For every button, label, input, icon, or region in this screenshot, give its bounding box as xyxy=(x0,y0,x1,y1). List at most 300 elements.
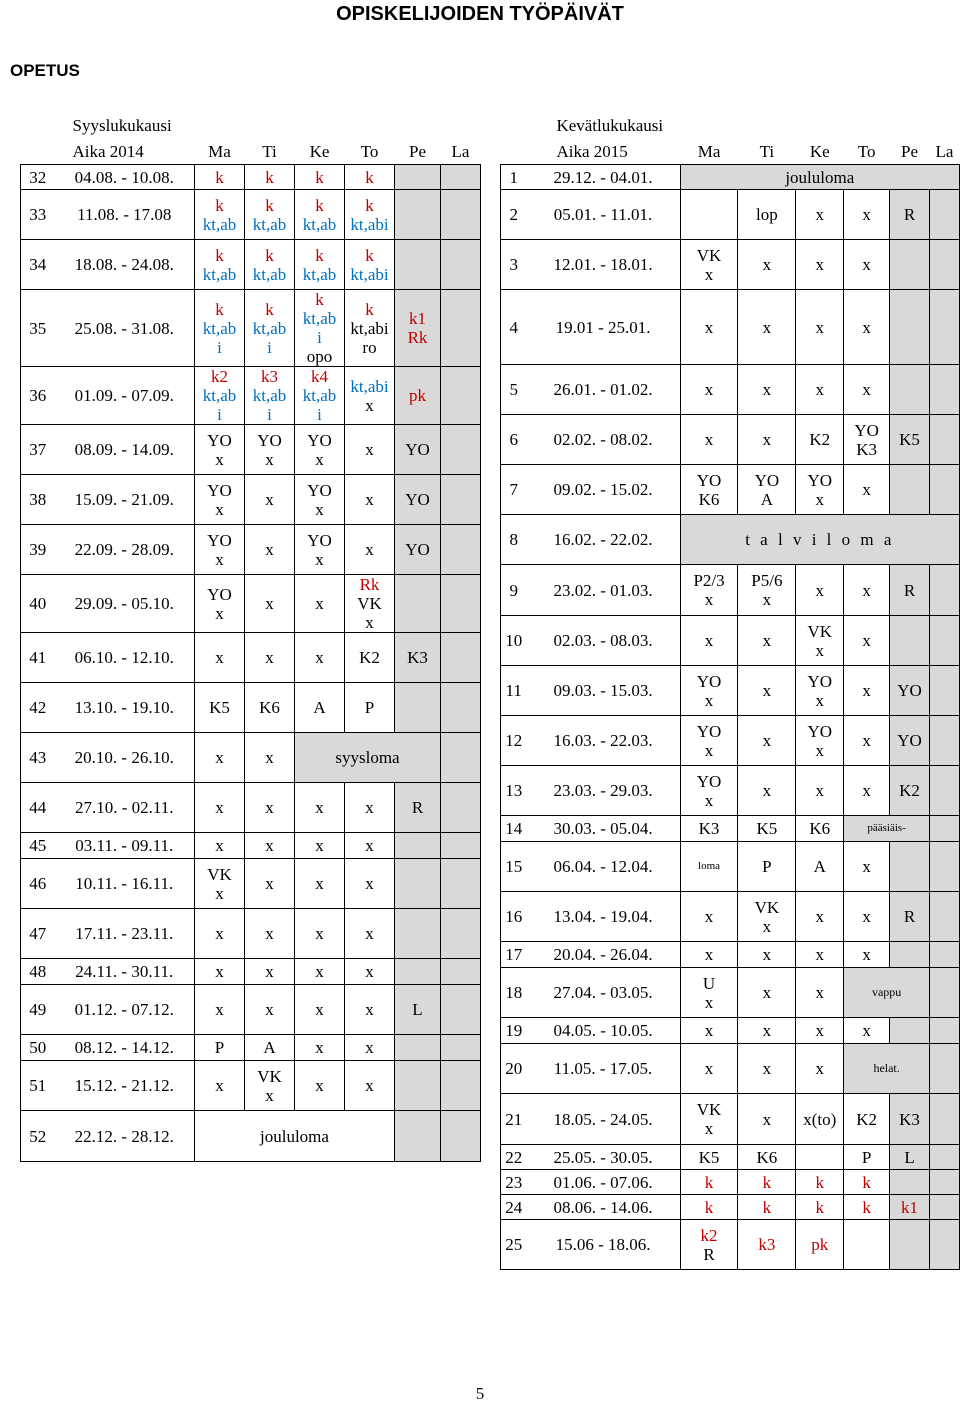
cell-entry: R xyxy=(703,1244,715,1264)
cell-entry: x xyxy=(215,924,224,943)
day-cell xyxy=(844,666,890,716)
day-cell xyxy=(295,1061,345,1111)
week-dates: 10.11. - 16.11. xyxy=(55,859,195,909)
week-row xyxy=(21,240,481,290)
day-cell xyxy=(930,365,960,415)
day-cell xyxy=(245,959,295,985)
cell-entry: x xyxy=(265,594,274,613)
week-number: 38 xyxy=(21,475,55,525)
day-cell xyxy=(890,766,930,816)
cell-entry: x xyxy=(704,992,714,1012)
cell-entry: k xyxy=(365,195,374,215)
cell-entry: K3 xyxy=(698,819,720,838)
cell-entry: x xyxy=(365,962,374,981)
cell-entry: YO xyxy=(854,420,879,440)
cell-entry: kt,ab xyxy=(202,318,237,338)
cell-entry: kt,abi xyxy=(350,318,389,338)
cell-entry: x xyxy=(862,857,871,876)
day-cell xyxy=(680,165,959,190)
day-cell xyxy=(441,240,481,290)
day-cell xyxy=(345,683,395,733)
cell-entry: K5 xyxy=(899,430,920,449)
day-cell xyxy=(844,968,930,1018)
day-cell xyxy=(930,1044,960,1094)
day-cell xyxy=(738,716,796,766)
cell-entry: P xyxy=(214,1038,225,1057)
day-cell xyxy=(680,365,738,415)
cell-entry: loma xyxy=(698,860,721,872)
day-cell xyxy=(930,842,960,892)
day-cell xyxy=(890,1170,930,1195)
day-cell xyxy=(844,415,890,465)
cell-entry: k xyxy=(762,1172,772,1192)
cell-entry: x xyxy=(762,731,772,750)
day-cell xyxy=(195,985,245,1035)
day-cell xyxy=(395,425,441,475)
cell-entry: x xyxy=(704,945,714,964)
day-cell xyxy=(395,525,441,575)
cell-entry: kt,ab xyxy=(302,386,337,405)
week-dates: 03.11. - 09.11. xyxy=(55,833,195,859)
cell-entry: k xyxy=(215,167,224,187)
day-cell xyxy=(796,365,844,415)
day-cell xyxy=(295,165,345,190)
day-cell xyxy=(930,766,960,816)
cell-entry: x xyxy=(704,317,714,337)
week-row xyxy=(501,1195,960,1220)
day-cell xyxy=(345,190,395,240)
cell-entry: x xyxy=(862,781,871,800)
cell-entry: K2 xyxy=(809,430,831,449)
day-cell xyxy=(441,475,481,525)
week-dates: 09.02. - 15.02. xyxy=(526,465,680,515)
day-cell xyxy=(738,816,796,842)
day-cell xyxy=(195,783,245,833)
cell-entry: x xyxy=(315,836,324,855)
day-cell xyxy=(245,240,295,290)
cell-entry: YO xyxy=(207,430,232,450)
week-number: 45 xyxy=(21,833,55,859)
week-number: 33 xyxy=(21,190,55,240)
day-cell xyxy=(738,290,796,365)
day-header-thu: To xyxy=(360,141,379,161)
cell-entry: x xyxy=(265,449,274,469)
section-heading: OPETUS xyxy=(10,61,80,80)
week-row xyxy=(21,165,481,190)
week-number: 32 xyxy=(21,165,55,190)
week-dates: 11.05. - 17.05. xyxy=(526,1044,680,1094)
day-cell xyxy=(245,367,295,425)
spring-schedule-table xyxy=(500,112,960,1270)
day-cell xyxy=(441,367,481,425)
cell-entry: YO xyxy=(257,430,282,450)
cell-entry: kt,ab xyxy=(202,214,237,234)
cell-entry: i xyxy=(267,405,272,424)
day-cell xyxy=(680,1220,738,1270)
day-cell xyxy=(844,1195,890,1220)
day-cell xyxy=(680,1044,738,1094)
cell-entry: pk xyxy=(409,386,426,405)
cell-entry: x xyxy=(315,874,324,893)
day-cell xyxy=(295,367,345,425)
day-cell xyxy=(395,833,441,859)
week-row xyxy=(21,859,481,909)
day-cell xyxy=(930,816,960,842)
week-dates: 05.01. - 11.01. xyxy=(526,190,680,240)
day-cell xyxy=(890,1145,930,1170)
cell-entry: x xyxy=(315,499,324,519)
week-row xyxy=(21,525,481,575)
day-cell xyxy=(245,985,295,1035)
day-cell xyxy=(738,666,796,716)
cell-entry: YO xyxy=(207,530,232,550)
cell-entry: x xyxy=(815,781,825,800)
week-dates: 11.08. - 17.08 xyxy=(55,190,195,240)
cell-entry: x xyxy=(815,1059,825,1078)
week-number: 11 xyxy=(501,666,527,716)
cell-entry: x xyxy=(315,924,324,943)
week-dates: 15.12. - 21.12. xyxy=(55,1061,195,1111)
day-cell xyxy=(195,165,245,190)
day-cell xyxy=(890,565,930,616)
week-row xyxy=(501,766,960,816)
week-number: 14 xyxy=(501,816,527,842)
cell-entry: x xyxy=(862,907,871,926)
day-cell xyxy=(441,733,481,783)
cell-entry: x xyxy=(762,781,772,800)
day-cell xyxy=(295,833,345,859)
day-cell xyxy=(738,766,796,816)
day-cell xyxy=(441,859,481,909)
week-dates: 08.06. - 14.06. xyxy=(526,1195,680,1220)
week-dates: 09.03. - 15.03. xyxy=(526,666,680,716)
day-cell xyxy=(844,1145,890,1170)
day-cell xyxy=(796,892,844,942)
cell-entry: k xyxy=(315,245,324,265)
day-cell xyxy=(738,1044,796,1094)
cell-entry: x xyxy=(862,945,871,964)
day-cell xyxy=(295,1035,345,1061)
cell-entry: kt,ab xyxy=(302,309,337,328)
week-number: 15 xyxy=(501,842,527,892)
day-cell xyxy=(796,1220,844,1270)
day-cell xyxy=(395,290,441,367)
day-cell xyxy=(395,367,441,425)
week-row xyxy=(501,1220,960,1270)
day-cell xyxy=(395,575,441,633)
day-cell xyxy=(796,1018,844,1044)
day-cell xyxy=(295,859,345,909)
day-cell xyxy=(680,666,738,716)
week-row xyxy=(21,733,481,783)
week-number: 24 xyxy=(501,1195,527,1220)
day-cell xyxy=(345,575,395,633)
cell-entry: Rk xyxy=(407,328,428,347)
week-number: 23 xyxy=(501,1170,527,1195)
week-number: 43 xyxy=(21,733,55,783)
cell-entry: k xyxy=(815,1197,825,1217)
day-cell xyxy=(796,415,844,465)
cell-entry: k xyxy=(862,1172,871,1192)
day-cell xyxy=(680,1018,738,1044)
week-number: 19 xyxy=(501,1018,527,1044)
cell-entry: x xyxy=(265,1000,274,1019)
cell-entry: kt,ab xyxy=(302,264,337,284)
cell-entry: R xyxy=(411,798,424,817)
day-cell xyxy=(680,190,738,240)
day-cell xyxy=(680,766,738,816)
cell-entry: U xyxy=(702,973,716,993)
day-cell xyxy=(245,290,295,367)
cell-entry: k xyxy=(315,290,324,309)
day-header-sat: La xyxy=(451,141,470,161)
day-cell xyxy=(844,1170,890,1195)
week-dates: 04.05. - 10.05. xyxy=(526,1018,680,1044)
cell-entry: k xyxy=(315,167,324,187)
cell-entry: k2 xyxy=(700,1225,718,1245)
day-cell xyxy=(295,959,345,985)
cell-entry: K2 xyxy=(359,648,380,667)
day-cell xyxy=(295,985,345,1035)
cell-entry: x xyxy=(704,1021,714,1040)
week-number: 48 xyxy=(21,959,55,985)
day-cell xyxy=(441,909,481,959)
day-cell xyxy=(890,842,930,892)
day-cell xyxy=(295,525,345,575)
cell-entry: k xyxy=(365,167,374,187)
week-dates: 01.06. - 07.06. xyxy=(526,1170,680,1195)
day-cell xyxy=(345,290,395,367)
day-cell xyxy=(195,733,245,783)
day-cell xyxy=(441,833,481,859)
day-cell xyxy=(890,290,930,365)
day-cell xyxy=(844,240,890,290)
day-cell xyxy=(930,290,960,365)
week-row xyxy=(501,290,960,365)
day-cell xyxy=(796,190,844,240)
cell-entry: vappu xyxy=(871,985,902,999)
cell-entry: VK xyxy=(207,864,232,884)
cell-entry: x xyxy=(215,549,224,569)
day-cell xyxy=(195,1111,395,1162)
cell-entry: x xyxy=(815,580,825,600)
day-cell xyxy=(890,1094,930,1145)
cell-entry: kt,ab xyxy=(252,264,287,284)
day-header-wed: Ke xyxy=(809,141,830,161)
day-cell xyxy=(395,190,441,240)
day-cell xyxy=(930,190,960,240)
day-cell xyxy=(844,1044,930,1094)
cell-entry: x xyxy=(815,740,825,760)
cell-entry: k xyxy=(265,299,274,319)
week-dates: 19.01 - 25.01. xyxy=(526,290,680,365)
day-header-mon: Ma xyxy=(697,141,721,161)
cell-entry: x xyxy=(215,883,224,903)
day-cell xyxy=(844,942,890,968)
day-cell xyxy=(930,666,960,716)
cell-entry: P xyxy=(762,857,772,876)
day-cell xyxy=(345,833,395,859)
cell-entry: K5 xyxy=(698,1147,720,1167)
day-header-sat: La xyxy=(935,141,954,161)
cell-entry: x xyxy=(215,603,224,623)
cell-entry: k xyxy=(265,167,274,187)
week-row xyxy=(21,425,481,475)
day-cell xyxy=(680,465,738,515)
week-number: 20 xyxy=(501,1044,527,1094)
day-cell xyxy=(680,515,959,565)
cell-entry: x xyxy=(265,540,274,559)
cell-entry: YO xyxy=(696,470,722,490)
cell-entry: x xyxy=(862,380,871,399)
cell-entry: x xyxy=(815,907,825,926)
week-number: 40 xyxy=(21,575,55,633)
day-cell xyxy=(738,942,796,968)
day-cell xyxy=(930,968,960,1018)
week-dates: 08.09. - 14.09. xyxy=(55,425,195,475)
week-dates: 15.06 - 18.06. xyxy=(526,1220,680,1270)
day-cell xyxy=(796,1094,844,1145)
day-cell xyxy=(345,633,395,683)
day-cell xyxy=(195,633,245,683)
cell-entry: k xyxy=(265,195,274,215)
day-cell xyxy=(195,190,245,240)
cell-entry: k xyxy=(215,245,224,265)
day-cell xyxy=(245,633,295,683)
day-cell xyxy=(890,1018,930,1044)
day-cell xyxy=(441,190,481,240)
week-row xyxy=(21,833,481,859)
day-cell xyxy=(844,816,930,842)
day-cell xyxy=(195,859,245,909)
week-dates: 24.11. - 30.11. xyxy=(55,959,195,985)
day-cell xyxy=(441,525,481,575)
cell-entry: x xyxy=(265,748,274,767)
cell-entry: K6 xyxy=(259,698,280,717)
cell-entry: K2 xyxy=(899,781,920,800)
week-row xyxy=(501,616,960,666)
day-cell xyxy=(395,959,441,985)
day-cell xyxy=(930,415,960,465)
cell-entry: x xyxy=(265,924,274,943)
week-dates: 12.01. - 18.01. xyxy=(526,240,680,290)
day-cell xyxy=(930,616,960,666)
cell-entry: x xyxy=(315,549,324,569)
cell-entry: k xyxy=(862,1197,871,1217)
day-cell xyxy=(796,465,844,515)
day-cell xyxy=(345,909,395,959)
cell-entry: P xyxy=(861,1147,872,1167)
week-row xyxy=(501,816,960,842)
week-row xyxy=(501,942,960,968)
cell-entry: YO xyxy=(807,470,833,490)
week-number: 18 xyxy=(501,968,527,1018)
day-cell xyxy=(738,1220,796,1270)
day-header-thu: To xyxy=(857,141,876,161)
week-dates: 08.12. - 14.12. xyxy=(55,1035,195,1061)
day-cell xyxy=(844,892,890,942)
day-cell xyxy=(395,909,441,959)
week-number: 41 xyxy=(21,633,55,683)
week-number: 34 xyxy=(21,240,55,290)
day-cell xyxy=(395,783,441,833)
day-cell xyxy=(245,190,295,240)
cell-entry: i xyxy=(317,405,322,424)
day-cell xyxy=(796,968,844,1018)
cell-entry: x xyxy=(315,594,324,613)
page-number: 5 xyxy=(475,1384,485,1403)
cell-entry: K3 xyxy=(407,648,428,667)
day-cell xyxy=(195,425,245,475)
cell-entry: VK xyxy=(696,1100,722,1119)
cell-entry: x xyxy=(762,1059,772,1078)
week-row xyxy=(21,633,481,683)
cell-entry: syysloma xyxy=(335,748,400,767)
week-dates: 18.05. - 24.05. xyxy=(526,1094,680,1145)
cell-entry: x xyxy=(365,395,374,415)
cell-entry: k xyxy=(762,1197,772,1217)
day-cell xyxy=(890,666,930,716)
cell-entry: x xyxy=(815,983,825,1002)
week-dates: 23.03. - 29.03. xyxy=(526,766,680,816)
cell-entry: k3 xyxy=(261,367,278,386)
week-number: 13 xyxy=(501,766,527,816)
cell-entry: x xyxy=(315,449,324,469)
day-cell xyxy=(295,425,345,475)
cell-entry: x xyxy=(815,489,825,509)
week-number: 4 xyxy=(501,290,527,365)
cell-entry: kt,ab xyxy=(252,386,287,405)
week-number: 6 xyxy=(501,415,527,465)
day-cell xyxy=(844,565,890,616)
cell-entry: x xyxy=(762,380,772,399)
day-cell xyxy=(345,985,395,1035)
day-cell xyxy=(680,1170,738,1195)
day-cell xyxy=(844,190,890,240)
day-cell xyxy=(890,1220,930,1270)
week-number: 3 xyxy=(501,240,527,290)
day-cell xyxy=(441,1035,481,1061)
cell-entry: x xyxy=(215,962,224,981)
week-row xyxy=(501,165,960,190)
day-cell xyxy=(930,1195,960,1220)
day-cell xyxy=(930,1170,960,1195)
cell-entry: x xyxy=(762,590,772,609)
cell-entry: P2/3 xyxy=(693,571,725,590)
cell-entry: YO xyxy=(807,671,833,691)
cell-entry: YO xyxy=(696,721,722,741)
week-row xyxy=(21,190,481,240)
cell-entry: x xyxy=(265,648,274,667)
cell-entry: YO xyxy=(207,480,232,500)
cell-entry: x xyxy=(815,690,825,710)
cell-entry: kt,ab xyxy=(252,214,287,234)
cell-entry: i xyxy=(217,405,222,424)
cell-entry: K3 xyxy=(899,1109,920,1129)
cell-entry: x xyxy=(762,255,772,274)
day-cell xyxy=(441,985,481,1035)
week-row xyxy=(501,565,960,616)
cell-entry: x xyxy=(762,430,772,449)
cell-entry: x xyxy=(862,317,871,337)
day-cell xyxy=(395,1111,441,1162)
day-cell xyxy=(245,1061,295,1111)
cell-entry: x xyxy=(265,798,274,817)
day-cell xyxy=(195,1061,245,1111)
day-cell xyxy=(395,633,441,683)
cell-entry: x xyxy=(315,648,324,667)
cell-entry: k xyxy=(704,1197,714,1217)
